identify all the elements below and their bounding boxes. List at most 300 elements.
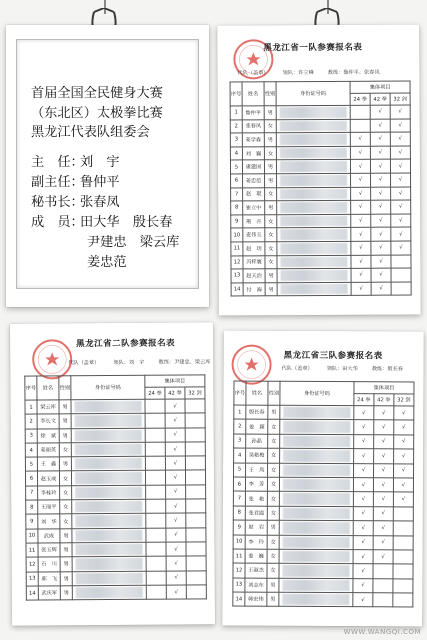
row-number: 3 <box>230 133 242 147</box>
col-header-no: 序号 <box>230 82 242 106</box>
athlete-name: 张 艳 <box>245 491 267 506</box>
id-number-redacted <box>276 105 350 119</box>
mark-42: √ <box>370 105 390 119</box>
col-header-group: 集体项目 <box>354 382 414 394</box>
mark-24: √ <box>351 200 371 214</box>
id-number-redacted <box>72 571 146 586</box>
athlete-name: 赵 琨 <box>243 187 265 201</box>
id-number-redacted <box>277 214 351 228</box>
athlete-name: 张君霞 <box>245 506 267 521</box>
mark-24 <box>146 528 166 542</box>
table-row <box>234 434 414 449</box>
table-row <box>231 282 411 297</box>
athlete-name: 张春凤 <box>242 119 264 133</box>
mark-42: √ <box>165 442 185 456</box>
mark-42: √ <box>165 456 185 470</box>
mark-42: √ <box>166 513 186 527</box>
mark-32 <box>186 513 206 527</box>
form-title: 黑龙江省一队参赛报名表 <box>263 42 363 54</box>
athlete-gender: 男 <box>60 557 72 571</box>
athlete-gender: 女 <box>60 500 72 514</box>
table-row <box>25 413 205 429</box>
mark-32 <box>186 528 206 542</box>
mark-42: √ <box>371 200 391 214</box>
athlete-gender: 男 <box>267 520 279 534</box>
row-number: 6 <box>25 472 37 486</box>
id-number-redacted <box>72 585 146 600</box>
committee-member-row: 成 员：田大华 殷长春 尹建忠 梁云库 姜忠范 <box>31 214 180 270</box>
mark-32 <box>185 413 205 427</box>
mark-32: √ <box>394 420 414 434</box>
mark-32 <box>186 499 206 513</box>
table-row <box>231 268 411 283</box>
col-header-no: 序号 <box>25 376 37 400</box>
mark-42 <box>373 593 393 607</box>
id-number-redacted <box>277 187 351 201</box>
athlete-gender: 女 <box>265 187 277 201</box>
row-number: 3 <box>25 429 37 443</box>
athlete-gender: 男 <box>265 174 277 188</box>
mark-42: √ <box>370 132 390 146</box>
mark-42: √ <box>374 406 394 420</box>
mark-32 <box>393 507 413 521</box>
table-row <box>26 528 206 544</box>
mark-42: √ <box>371 241 391 255</box>
athlete-gender: 男 <box>60 528 72 542</box>
row-number: 5 <box>234 463 246 477</box>
registration-table <box>232 381 414 608</box>
athlete-gender: 女 <box>265 242 277 256</box>
athlete-name: 李 玲 <box>245 535 267 550</box>
mark-32 <box>186 485 206 499</box>
col-header-24: 24 拳 <box>145 387 165 399</box>
table-row <box>234 419 414 434</box>
mark-24 <box>146 499 166 513</box>
row-number: 6 <box>233 477 245 491</box>
id-number-redacted <box>279 535 353 550</box>
table-row <box>231 255 411 270</box>
col-header-24: 24 拳 <box>350 93 370 105</box>
athlete-gender: 女 <box>267 535 279 549</box>
id-number-redacted <box>72 528 146 543</box>
form-meta: 代队（盖章） 领队：许立峰 教练：鲁仲平、张春凤 <box>237 69 380 77</box>
row-number: 14 <box>233 592 245 606</box>
mark-32 <box>391 282 411 296</box>
table-row <box>233 535 413 550</box>
mark-24: √ <box>353 578 373 592</box>
table-row <box>230 159 410 174</box>
mark-24: √ <box>350 146 370 160</box>
mark-24 <box>146 585 166 599</box>
col-header-gender: 性别 <box>59 376 71 400</box>
mark-42 <box>373 578 393 592</box>
mark-42: √ <box>166 571 186 585</box>
id-number-redacted <box>279 578 353 593</box>
athlete-name: 冯梓寰 <box>243 255 265 269</box>
athlete-gender: 女 <box>267 477 279 491</box>
table-row <box>233 563 413 578</box>
mark-32 <box>391 255 411 269</box>
athlete-gender: 男 <box>265 269 277 283</box>
mark-42: √ <box>371 268 391 282</box>
row-number: 10 <box>26 529 38 543</box>
table-row <box>231 241 411 256</box>
athlete-name: 姜忠范 <box>243 174 265 188</box>
id-number-redacted <box>277 282 351 296</box>
form-meta: 代队（盖章） 领队：田大华 教练：殷长春 <box>281 365 404 373</box>
mark-32: √ <box>394 406 414 420</box>
mark-32: √ <box>390 105 410 119</box>
table-row <box>231 187 411 202</box>
athlete-name: 王淑杰 <box>245 563 267 578</box>
mark-42: √ <box>166 485 186 499</box>
form-title: 黑龙江省三队参赛报名表 <box>283 350 383 362</box>
mark-42: √ <box>373 521 393 535</box>
committee-title-line: （东北区）太极拳比赛 <box>31 105 163 121</box>
mark-24: √ <box>351 214 371 228</box>
col-header-gender: 性别 <box>268 381 280 405</box>
athlete-gender: 女 <box>267 549 279 563</box>
id-number-redacted <box>71 456 145 471</box>
mark-32 <box>185 399 205 413</box>
athlete-name: 郭 飞 <box>38 571 60 585</box>
table-row <box>234 448 414 463</box>
mark-42: √ <box>371 227 391 241</box>
table-row <box>230 146 410 161</box>
athlete-name: 王丽平 <box>38 500 60 514</box>
athlete-name: 李 芳 <box>245 477 267 492</box>
mark-24: √ <box>354 449 374 463</box>
table-row <box>26 499 206 515</box>
athlete-gender: 男 <box>60 571 72 585</box>
committee-card <box>6 25 209 307</box>
mark-32 <box>186 556 206 570</box>
id-number-redacted <box>72 499 146 514</box>
id-number-redacted <box>280 420 354 435</box>
col-header-42: 42 拳 <box>370 93 390 105</box>
mark-42: √ <box>165 428 185 442</box>
athlete-name: 姜丽英 <box>37 443 59 457</box>
table-row <box>233 506 413 521</box>
col-header-name: 姓名 <box>246 381 268 405</box>
row-number: 2 <box>230 119 242 133</box>
mark-24: √ <box>354 420 374 434</box>
mark-24: √ <box>351 255 371 269</box>
athlete-gender: 女 <box>265 255 277 269</box>
athlete-gender: 女 <box>268 420 280 434</box>
col-header-gender: 性别 <box>264 82 276 106</box>
athlete-name: 刘 华 <box>38 514 60 528</box>
athlete-name: 吴艳梅 <box>246 448 268 463</box>
id-number-redacted <box>280 434 354 449</box>
athlete-name: 刘 巍 <box>242 147 264 161</box>
id-number-redacted <box>71 471 145 486</box>
mark-42: √ <box>374 463 394 477</box>
table-row <box>230 105 410 120</box>
row-number: 4 <box>234 448 246 462</box>
table-row <box>234 405 414 420</box>
id-number-redacted <box>276 133 350 147</box>
mark-32: √ <box>390 119 410 133</box>
mark-24 <box>145 471 165 485</box>
table-row <box>233 549 413 564</box>
committee-frame <box>16 39 199 289</box>
mark-42: √ <box>371 214 391 228</box>
mark-24 <box>145 399 165 413</box>
mark-42: √ <box>374 435 394 449</box>
mark-42: √ <box>370 160 390 174</box>
committee-member-row: 副主任：鲁仲平 <box>31 174 120 190</box>
col-header-group: 集体项目 <box>145 375 205 387</box>
mark-24 <box>350 119 370 133</box>
row-number: 7 <box>233 491 245 505</box>
mark-32 <box>185 470 205 484</box>
row-number: 9 <box>26 514 38 528</box>
athlete-name: 荆 卉 <box>243 215 265 229</box>
mark-42: √ <box>371 187 391 201</box>
mark-32: √ <box>390 132 410 146</box>
athlete-name: 鲁仲平 <box>242 106 264 120</box>
athlete-gender: 女 <box>267 492 279 506</box>
table-row <box>26 485 206 501</box>
athlete-name: 韩宏伟 <box>245 592 267 607</box>
athlete-gender: 男 <box>59 400 71 414</box>
athlete-gender: 女 <box>264 147 276 161</box>
mark-32: √ <box>391 241 411 255</box>
registration-table <box>230 81 412 297</box>
table-row <box>231 214 411 229</box>
mark-24: √ <box>351 228 371 242</box>
mark-32: √ <box>391 214 411 228</box>
row-number: 9 <box>233 520 245 534</box>
athlete-name: 石 川 <box>38 557 60 571</box>
table-row <box>233 578 413 593</box>
athlete-name: 崔立中 <box>243 201 265 215</box>
col-header-32: 32 剑 <box>390 93 410 105</box>
id-number-redacted <box>72 485 146 500</box>
table-row <box>25 470 205 486</box>
row-number: 8 <box>233 506 245 520</box>
mark-24 <box>146 556 166 570</box>
row-number: 1 <box>25 400 37 414</box>
mark-32 <box>186 542 206 556</box>
athlete-name: 刘志东 <box>245 578 267 593</box>
mark-42: √ <box>373 550 393 564</box>
athlete-gender: 女 <box>267 564 279 578</box>
mark-24 <box>146 485 166 499</box>
mark-24 <box>145 456 165 470</box>
mark-42: √ <box>166 556 186 570</box>
mark-24: √ <box>354 406 374 420</box>
mark-42: √ <box>373 478 393 492</box>
mark-24: √ <box>353 593 373 607</box>
mark-32: √ <box>394 435 414 449</box>
athlete-gender: 女 <box>267 506 279 520</box>
mark-42: √ <box>166 542 186 556</box>
row-number: 14 <box>231 283 243 297</box>
athlete-gender: 男 <box>267 592 279 606</box>
mark-32 <box>393 593 413 607</box>
mark-32: √ <box>390 146 410 160</box>
row-number: 13 <box>231 269 243 283</box>
table-row <box>26 556 206 572</box>
id-number-redacted <box>279 520 353 535</box>
athlete-name: 赵玉成 <box>37 471 59 485</box>
mark-32 <box>393 521 413 535</box>
form-meta: 代队（盖章） 领队：刘 宇 教练：尹建忠、梁云库 <box>68 359 211 367</box>
athlete-name: 张玉辉 <box>38 543 60 557</box>
col-header-no: 序号 <box>234 381 246 405</box>
mark-42: √ <box>166 499 186 513</box>
id-number-redacted <box>277 228 351 242</box>
mark-24 <box>146 514 166 528</box>
athlete-gender: 女 <box>59 471 71 485</box>
athlete-name: 赵天治 <box>243 269 265 283</box>
mark-32: √ <box>391 200 411 214</box>
athlete-gender: 女 <box>268 434 280 448</box>
id-number-redacted <box>277 241 351 255</box>
row-number: 11 <box>231 242 243 256</box>
row-number: 6 <box>231 174 243 188</box>
row-number: 11 <box>233 549 245 563</box>
team2-registration-form <box>10 322 215 625</box>
mark-32 <box>186 570 206 584</box>
id-number-redacted <box>279 492 353 507</box>
mark-24: √ <box>353 478 373 492</box>
athlete-name: 姜学森 <box>242 133 264 147</box>
id-number-redacted <box>72 514 146 529</box>
id-number-redacted <box>279 506 353 521</box>
col-header-32: 32 剑 <box>185 387 205 399</box>
col-header-id: 身份证号码 <box>280 381 354 405</box>
mark-24: √ <box>350 132 370 146</box>
id-number-redacted <box>72 542 146 557</box>
mark-32 <box>185 456 205 470</box>
athlete-name: 王 鑫 <box>37 457 59 471</box>
mark-32: √ <box>393 492 413 506</box>
mark-32: √ <box>391 187 411 201</box>
id-number-redacted <box>277 173 351 187</box>
col-header-name: 姓名 <box>37 376 59 400</box>
mark-42: √ <box>373 492 393 506</box>
mark-32 <box>186 585 206 599</box>
row-number: 14 <box>26 586 38 600</box>
col-header-24: 24 拳 <box>354 394 374 406</box>
mark-32: √ <box>391 173 411 187</box>
athlete-gender: 男 <box>267 578 279 592</box>
mark-24: √ <box>351 282 371 296</box>
row-number: 2 <box>25 414 37 428</box>
col-header-id: 身份证号码 <box>71 375 145 400</box>
col-header-name: 姓名 <box>242 82 264 106</box>
athlete-gender: 男 <box>264 160 276 174</box>
row-number: 12 <box>231 255 243 269</box>
mark-42: √ <box>374 449 394 463</box>
athlete-name: 李桂玲 <box>38 486 60 500</box>
mark-32 <box>185 442 205 456</box>
row-number: 3 <box>234 434 246 448</box>
table-row <box>233 520 413 535</box>
mark-24: √ <box>353 506 373 520</box>
table-row <box>25 399 205 415</box>
mark-42: √ <box>165 399 185 413</box>
athlete-name: 姜 巍 <box>245 549 267 564</box>
id-number-redacted <box>279 592 353 607</box>
team3-registration-form <box>222 330 424 626</box>
mark-32: √ <box>390 159 410 173</box>
row-number: 10 <box>231 228 243 242</box>
athlete-gender: 男 <box>264 133 276 147</box>
athlete-gender: 男 <box>59 457 71 471</box>
mark-24 <box>350 105 370 119</box>
row-number: 4 <box>25 443 37 457</box>
row-number: 11 <box>26 543 38 557</box>
table-row <box>233 477 413 492</box>
id-number-redacted <box>71 442 145 457</box>
mark-32 <box>185 427 205 441</box>
athlete-name: 李长文 <box>37 414 59 428</box>
table-row <box>233 592 413 607</box>
id-number-redacted <box>71 414 145 429</box>
mark-24: √ <box>353 564 373 578</box>
col-header-group: 集体项目 <box>350 81 410 93</box>
row-number: 2 <box>234 419 246 433</box>
athlete-gender: 女 <box>60 486 72 500</box>
mark-24: √ <box>353 521 373 535</box>
row-number: 7 <box>231 187 243 201</box>
athlete-name: 康建国 <box>242 160 264 174</box>
athlete-gender: 男 <box>60 543 72 557</box>
athlete-gender: 男 <box>265 282 277 296</box>
athlete-name: 武成 <box>38 529 60 543</box>
row-number: 12 <box>233 563 245 577</box>
mark-24 <box>146 542 166 556</box>
id-number-redacted <box>280 448 354 463</box>
committee-member-row: 主 任：刘 宇 <box>31 154 120 170</box>
athlete-name: 麦伟玉 <box>243 228 265 242</box>
id-number-redacted <box>279 477 353 492</box>
mark-42: √ <box>371 255 391 269</box>
table-row <box>230 119 410 134</box>
athlete-name: 徐 斌 <box>37 428 59 442</box>
mark-42: √ <box>165 413 185 427</box>
mark-24: √ <box>351 268 371 282</box>
athlete-gender: 女 <box>268 448 280 462</box>
id-number-redacted <box>279 564 353 579</box>
mark-24 <box>146 571 166 585</box>
col-header-42: 42 拳 <box>165 387 185 399</box>
row-number: 1 <box>230 106 242 120</box>
athlete-name: 付 海 <box>243 283 265 297</box>
table-row <box>26 585 206 601</box>
id-number-redacted <box>71 428 145 443</box>
athlete-name: 殷长春 <box>246 405 268 420</box>
id-number-redacted <box>72 557 146 572</box>
team1-registration-form <box>217 24 421 315</box>
row-number: 8 <box>231 201 243 215</box>
id-number-redacted <box>279 549 353 564</box>
mark-42: √ <box>166 528 186 542</box>
id-number-redacted <box>277 268 351 282</box>
mark-42 <box>373 564 393 578</box>
athlete-gender: 男 <box>59 414 71 428</box>
form-title: 黑龙江省二队参赛报名表 <box>76 338 176 350</box>
athlete-name: 赵 玥 <box>243 242 265 256</box>
table-row <box>234 463 414 478</box>
athlete-gender: 女 <box>265 214 277 228</box>
mark-32: √ <box>394 463 414 477</box>
col-header-id: 身份证号码 <box>276 81 350 105</box>
